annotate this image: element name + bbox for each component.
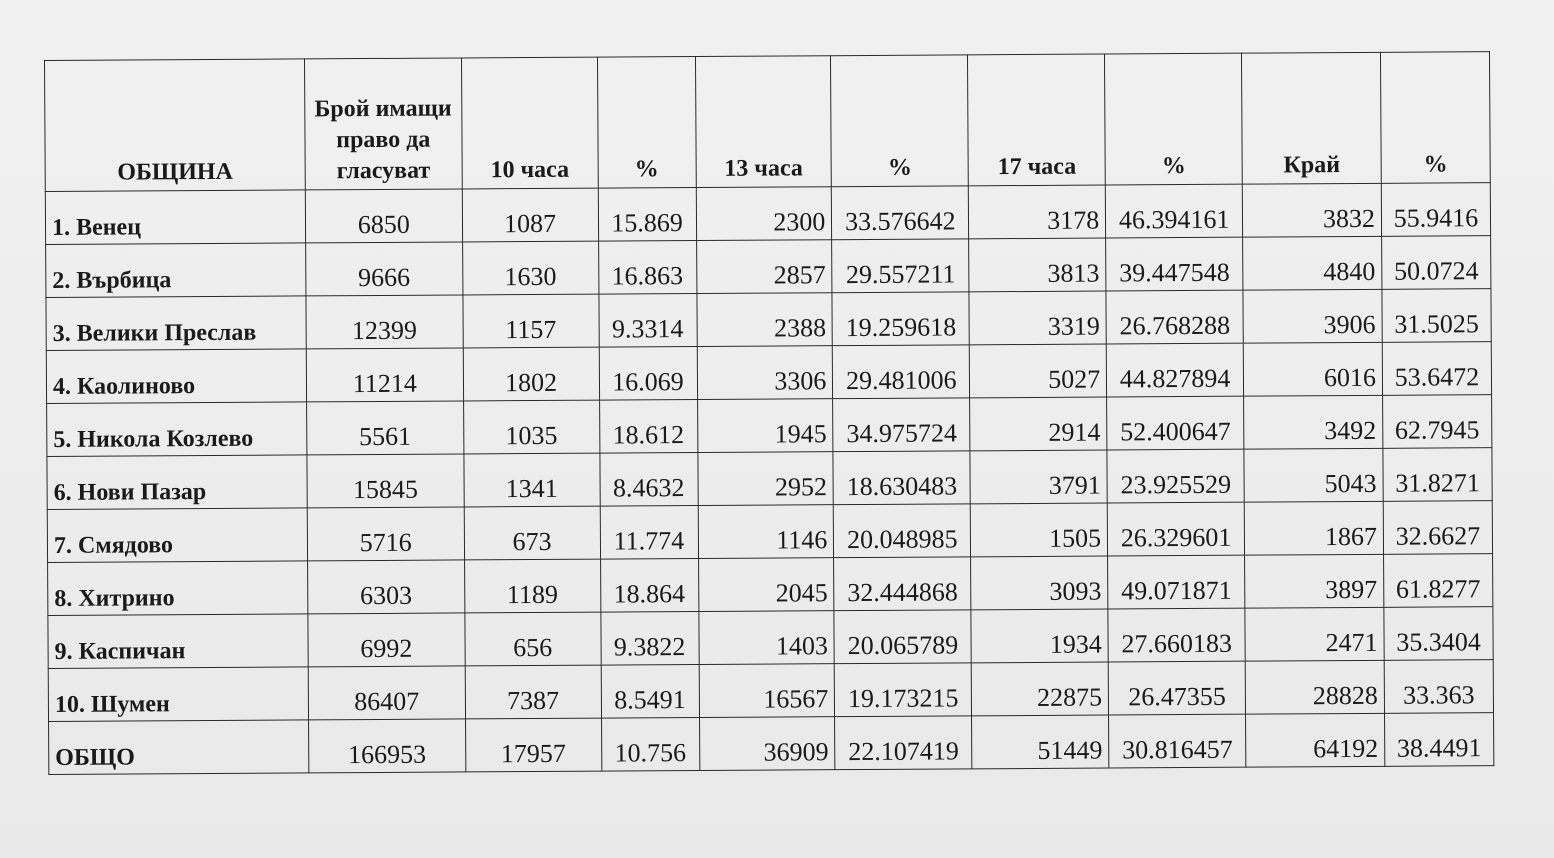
cell-percent-17h: 26.768288 [1106, 290, 1243, 344]
cell-municipality: 5. Никола Козлево [47, 402, 307, 457]
cell-municipality: 1. Венец [45, 190, 305, 245]
header-10h: 10 часа [461, 57, 598, 189]
cell-votes-10h: 1341 [464, 453, 600, 507]
table-row [46, 236, 1491, 298]
cell-municipality: 10. Шумен [48, 667, 308, 722]
cell-percent-10h: 9.3822 [600, 612, 698, 666]
cell-percent-13h: 32.444868 [834, 557, 971, 611]
cell-percent-10h: 10.756 [601, 718, 699, 772]
cell-votes-17h: 1934 [971, 609, 1108, 663]
cell-municipality: 3. Велики Преслав [46, 296, 306, 351]
table-row [47, 395, 1492, 457]
cell-votes-13h: 16567 [699, 664, 835, 718]
cell-municipality: 9. Каспичан [48, 614, 308, 669]
cell-municipality: 2. Върбица [46, 243, 306, 298]
cell-percent-13h: 18.630483 [833, 451, 970, 505]
cell-votes-final: 3906 [1243, 289, 1382, 343]
cell-municipality: 7. Смядово [47, 508, 307, 563]
header-10h-percent: % [597, 57, 696, 189]
cell-votes-17h: 51449 [972, 715, 1109, 769]
cell-votes-10h: 1087 [462, 188, 598, 242]
cell-percent-10h: 11.774 [600, 506, 698, 560]
cell-percent-13h: 34.975724 [833, 398, 970, 452]
cell-votes-final: 6016 [1243, 342, 1382, 396]
cell-votes-13h: 1945 [697, 399, 833, 453]
cell-votes-13h: 1403 [698, 611, 834, 665]
cell-votes-17h: 1505 [971, 503, 1108, 557]
cell-votes-17h: 3178 [969, 185, 1106, 239]
cell-municipality: ОБЩО [49, 720, 309, 775]
cell-percent-final: 35.3404 [1384, 607, 1493, 661]
cell-percent-final: 31.5025 [1382, 289, 1491, 343]
cell-eligible-voters: 9666 [305, 242, 462, 296]
cell-percent-10h: 8.5491 [601, 665, 699, 719]
header-13h-percent: % [831, 55, 969, 187]
cell-percent-final: 55.9416 [1381, 183, 1490, 237]
cell-votes-13h: 2300 [696, 187, 832, 241]
cell-eligible-voters: 6303 [307, 560, 464, 614]
cell-votes-10h: 1189 [464, 559, 600, 613]
cell-votes-final: 4840 [1243, 236, 1382, 290]
cell-votes-final: 5043 [1244, 448, 1383, 502]
cell-votes-10h: 1630 [462, 241, 598, 295]
table-row [47, 501, 1492, 563]
cell-percent-13h: 19.259618 [832, 292, 969, 346]
cell-eligible-voters: 166953 [308, 719, 465, 773]
cell-eligible-voters: 15845 [307, 454, 464, 508]
cell-percent-10h: 15.869 [598, 188, 696, 242]
cell-votes-final: 3492 [1244, 395, 1383, 449]
cell-percent-final: 53.6472 [1382, 342, 1491, 396]
cell-percent-17h: 26.329601 [1107, 502, 1244, 556]
cell-percent-final: 62.7945 [1383, 395, 1492, 449]
table-row [46, 342, 1491, 404]
cell-percent-17h: 26.47355 [1108, 661, 1245, 715]
cell-percent-10h: 8.4632 [599, 453, 697, 507]
cell-percent-13h: 29.481006 [833, 345, 970, 399]
table-total-row [49, 713, 1494, 775]
cell-percent-final: 50.0724 [1382, 236, 1491, 290]
table-row [47, 448, 1492, 510]
cell-eligible-voters: 86407 [308, 666, 465, 720]
table-row [48, 554, 1493, 616]
table-header-row [45, 52, 1491, 192]
cell-percent-final: 32.6627 [1383, 501, 1492, 555]
cell-percent-17h: 27.660183 [1108, 608, 1245, 662]
header-final-percent: % [1380, 52, 1490, 184]
cell-votes-17h: 3791 [970, 450, 1107, 504]
header-17h-percent: % [1105, 53, 1243, 185]
cell-votes-10h: 7387 [465, 665, 601, 719]
header-eligible-voters: Брой имащи право да гласуват [304, 58, 462, 190]
cell-votes-final: 28828 [1245, 660, 1384, 714]
table-row [48, 660, 1493, 722]
cell-votes-17h: 5027 [970, 344, 1107, 398]
cell-votes-13h: 2045 [698, 558, 834, 612]
cell-votes-13h: 1146 [698, 505, 834, 559]
cell-eligible-voters: 6992 [308, 613, 465, 667]
cell-eligible-voters: 11214 [306, 348, 463, 402]
cell-percent-17h: 39.447548 [1106, 237, 1243, 291]
cell-votes-10h: 673 [464, 506, 600, 560]
cell-votes-final: 1867 [1244, 501, 1383, 555]
table-row [45, 183, 1490, 245]
cell-percent-17h: 49.071871 [1108, 555, 1245, 609]
cell-eligible-voters: 5561 [306, 401, 463, 455]
voter-turnout-table [44, 51, 1494, 775]
table-row [48, 607, 1493, 669]
cell-percent-17h: 52.400647 [1107, 396, 1244, 450]
cell-percent-final: 61.8277 [1383, 554, 1492, 608]
cell-votes-final: 64192 [1246, 713, 1385, 767]
cell-votes-17h: 3813 [969, 238, 1106, 292]
table-row [46, 289, 1491, 351]
cell-votes-17h: 2914 [970, 397, 1107, 451]
cell-votes-10h: 17957 [465, 718, 601, 772]
cell-municipality: 4. Каолиново [46, 349, 306, 404]
cell-percent-13h: 22.107419 [835, 716, 972, 770]
cell-municipality: 8. Хитрино [48, 561, 308, 616]
cell-votes-final: 2471 [1245, 607, 1384, 661]
cell-percent-13h: 20.065789 [834, 610, 971, 664]
cell-votes-13h: 2388 [696, 293, 832, 347]
cell-votes-17h: 3319 [969, 291, 1106, 345]
header-municipality: ОБЩИНА [45, 59, 306, 192]
cell-percent-final: 31.8271 [1383, 448, 1492, 502]
header-13h: 13 часа [695, 56, 832, 188]
cell-votes-final: 3897 [1245, 554, 1384, 608]
header-17h: 17 часа [968, 54, 1106, 186]
cell-percent-final: 38.4491 [1384, 713, 1493, 767]
cell-percent-10h: 9.3314 [599, 294, 697, 348]
cell-eligible-voters: 5716 [307, 507, 464, 561]
cell-votes-13h: 2857 [696, 240, 832, 294]
cell-percent-17h: 23.925529 [1107, 449, 1244, 503]
cell-percent-17h: 30.816457 [1109, 714, 1246, 768]
cell-percent-13h: 20.048985 [834, 504, 971, 558]
cell-municipality: 6. Нови Пазар [47, 455, 307, 510]
cell-votes-13h: 2952 [697, 452, 833, 506]
cell-percent-13h: 19.173215 [835, 663, 972, 717]
cell-percent-13h: 29.557211 [832, 239, 969, 293]
header-final: Край [1242, 52, 1382, 184]
cell-eligible-voters: 12399 [306, 295, 463, 349]
cell-votes-10h: 1802 [463, 347, 599, 401]
cell-votes-final: 3832 [1242, 183, 1381, 237]
cell-percent-13h: 33.576642 [832, 186, 969, 240]
cell-votes-17h: 3093 [971, 556, 1108, 610]
cell-percent-10h: 16.069 [599, 347, 697, 401]
cell-votes-10h: 1157 [463, 294, 599, 348]
cell-percent-final: 33.363 [1384, 660, 1493, 714]
cell-percent-17h: 44.827894 [1106, 343, 1243, 397]
cell-percent-10h: 16.863 [598, 241, 696, 295]
cell-votes-10h: 1035 [463, 400, 599, 454]
cell-votes-10h: 656 [465, 612, 601, 666]
cell-votes-17h: 22875 [972, 662, 1109, 716]
cell-percent-10h: 18.612 [599, 400, 697, 454]
cell-votes-13h: 3306 [697, 346, 833, 400]
cell-eligible-voters: 6850 [305, 189, 462, 243]
cell-votes-13h: 36909 [699, 717, 835, 771]
cell-percent-10h: 18.864 [600, 559, 698, 613]
cell-percent-17h: 46.394161 [1105, 184, 1242, 238]
